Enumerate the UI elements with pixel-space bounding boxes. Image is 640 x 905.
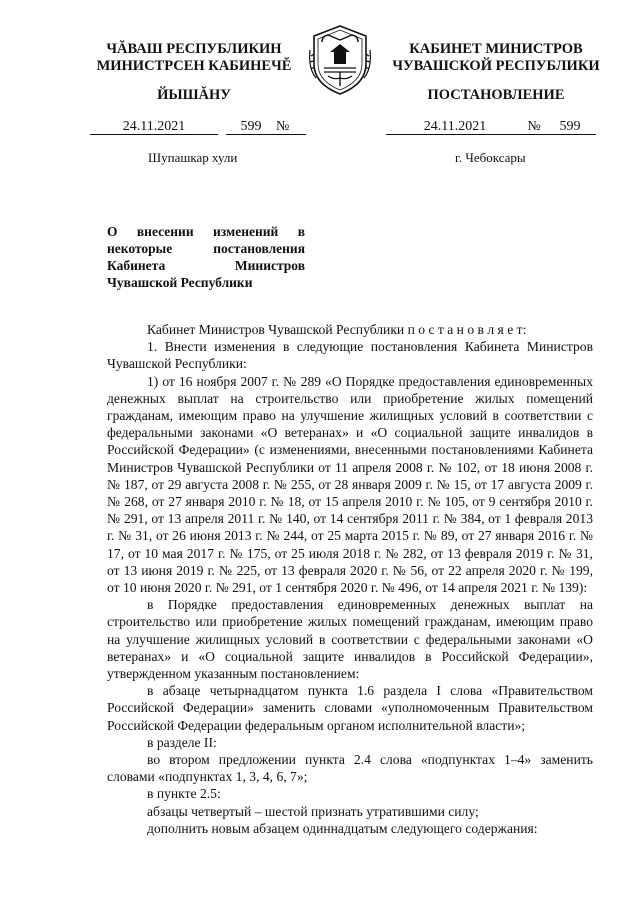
registration-left-number-sign: №	[276, 119, 306, 135]
body-paragraph: в Порядке предоставления единовременных денежных выплат на строительство или приобретение жилых помещений гражданам, имеющим право на улучшение жилищных условий в соответствии с федеральными законами «О ветеранах» и «О социальной защите инвалидов в Российской Федерации», утвержденном указанным постановлением:	[107, 597, 593, 682]
body-paragraph: в абзаце четырнадцатом пункта 1.6 раздела I слова «Правительством Российской Федерации» заменить словами «уполномоченным Правительством Российской Федерации федеральным органом исполнительной власти»;	[107, 683, 593, 733]
registration-left	[90, 119, 306, 135]
header-right-line1: КАБИНЕТ МИНИСТРОВ	[409, 41, 583, 57]
body-paragraph: 1) от 16 ноября 2007 г. № 289 «О Порядке предоставления единовременных денежных выплат на строительство или приобретение жилых помещений гражданам, имеющим право на улучшение жилищных условий в соответствии с федеральными законами «О ветеранах» и «О социальной защите инвалидов в Российской Федерации» (с изменениями, внесенными постановлениями Кабинета Министров Чувашской Республики от 11 апреля 2008 г. № 102, от 18 июня 2008 г. № 187, от 29 августа 2008 г. № 255, от 28 января 2009 г. № 15, от 17 августа 2009 г. № 268, от 27 января 2010 г. № 18, от 15 апреля 2010 г. № 105, от 9 сентября 2010 г. № 291, от 13 апреля 2011 г. № 140, от 14 сентября 2011 г. № 384, от 1 февраля 2013 г. № 31, от 26 июня 2013 г. № 244, от 25 марта 2015 г. № 89, от 27 января 2016 г. № 17, от 10 мая 2017 г. № 175, от 25 июля 2018 г. № 282, от 13 февраля 2019 г. № 31, от 13 июня 2019 г. № 225, от 13 февраля 2020 г. № 56, от 22 апреля 2020 г. № 199, от 10 июня 2020 г. № 291, от 1 сентября 2020 г. № 496, от 14 апреля 2021 г. № 139):	[107, 373, 593, 596]
registration-left-number: 599	[226, 119, 276, 135]
body-paragraph: 1. Внести изменения в следующие постановления Кабинета Министров Чувашской Республики:	[107, 339, 593, 372]
body-paragraph: в разделе II:	[147, 734, 217, 750]
body-paragraph: в пункте 2.5:	[147, 786, 221, 802]
document-title: О внесении изменений в некоторые постановления Кабинета Министров Чувашской Республики	[107, 224, 305, 290]
chuvash-coat-of-arms-emblem-icon	[308, 20, 372, 100]
header-right-line2: ЧУВАШСКОЙ РЕСПУБЛИКИ	[392, 58, 600, 74]
registration-left-date: 24.11.2021	[90, 119, 218, 135]
body-paragraph: Кабинет Министров Чувашской Республики п о с т а н о в л я е т:	[147, 322, 527, 337]
place-right: г. Чебоксары	[455, 150, 526, 165]
body-paragraph: во втором предложении пункта 2.4 слова «подпунктах 1–4» заменить словами «подпунктах 1, 3, 4, 6, 7»;	[107, 752, 593, 785]
header-left-line1: ЧĂВАШ РЕСПУБЛИКИН	[106, 41, 282, 57]
header-left-org	[80, 41, 308, 75]
registration-right-date: 24.11.2021	[386, 119, 524, 135]
header-left-line2: МИНИСТРСЕН КАБИНЕЧĔ	[96, 58, 292, 74]
document-body	[107, 321, 593, 837]
header-left-doc-type: ЙЫШĂНУ	[157, 87, 231, 103]
header-right-org	[380, 41, 612, 75]
registration-right-number: 599	[544, 119, 596, 135]
body-paragraph: дополнить новым абзацем одиннадцатым следующего содержания:	[147, 820, 538, 836]
place-left: Шупашкар хули	[148, 150, 238, 165]
header-right-doc-type: ПОСТАНОВЛЕНИЕ	[427, 87, 565, 103]
body-paragraph: абзацы четвертый – шестой признать утратившими силу;	[147, 803, 479, 819]
registration-right-number-sign: №	[524, 119, 544, 135]
registration-right	[386, 119, 596, 135]
